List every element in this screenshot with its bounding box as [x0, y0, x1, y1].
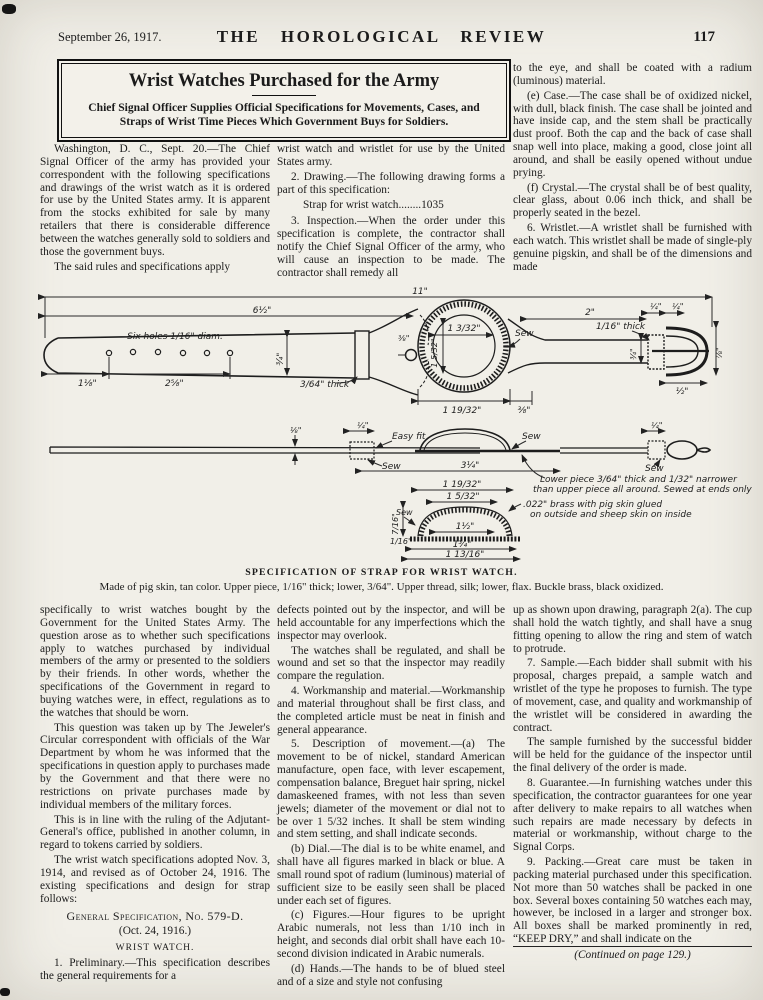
note-lower-piece-2: than upper piece all around. Sewed at ends only [533, 485, 752, 495]
bottom-left-column [40, 604, 270, 983]
page-number: 117 [693, 29, 715, 45]
paragraph: The watches shall be regulated, and shall be wound and set so that the inspector may readily compare the regulation. [277, 644, 505, 683]
side-view [50, 421, 752, 520]
paragraph: 4. Workmanship and material.—Workmanship and material throughout shall be first class, and the completed article must be neat in finish and general appearance. [277, 685, 505, 736]
paragraph: The wrist watch specifications adopted Nov. 3, 1914, and revised as of October 24, 1916. The existing specifications and design for strap follows: [40, 854, 270, 905]
top-middle-column [277, 143, 505, 279]
dim-side-thickness: ⅛" [290, 426, 302, 435]
label-easy-fit: Easy fit [392, 432, 426, 442]
article-subtitle: Chief Signal Officer Supplies Official Specifications for Movements, Cases, and Straps of Wrist Time Pieces Which Government Buys for Soldiers. [88, 101, 480, 128]
masthead-title: THE HOROLOGICAL REVIEW [216, 27, 547, 46]
top-left-column [40, 143, 270, 273]
paragraph: 6. Wristlet.—A wristlet shall be furnished with each watch. This wristlet shall be made of single-ply genuine pigskin, and shall be of the dimensions and made [513, 222, 752, 273]
dim-dial-opening: 1 3/32" [447, 324, 481, 334]
top-right-column [513, 62, 752, 274]
continued-notice: (Continued on page 129.) [513, 946, 752, 962]
paragraph: This is in line with the ruling of the Adjutant-General's office, published in another column, in regard to tokens carried by soldiers. [40, 813, 270, 852]
side-keeper-left [350, 442, 374, 459]
paragraph: (d) Hands.—The hands to be of blued steel and of a size and style not confusing [277, 962, 505, 988]
bottom-middle-column [277, 604, 505, 988]
label-upper-thick: 1/16" thick [596, 322, 646, 332]
paragraph: wrist watch and wristlet for use by the United States army. [277, 143, 505, 168]
dim-buckle-height: ⅞" [715, 347, 724, 359]
dim-quarter-a: ¼" [650, 302, 662, 311]
strap-holes [106, 349, 232, 355]
paragraph: to the eye, and shall be coated with a radium (luminous) material. [513, 62, 752, 87]
dim-hole-span: 2⅝" [165, 379, 184, 389]
cs-height: 7/16" [391, 513, 400, 535]
label-six-holes: Six holes 1/16" diam. [127, 332, 223, 342]
label-keeper-thick: 3/64" thick [300, 380, 350, 390]
paragraph: 1. Preliminary.—This specification describes the general requirements for a [40, 956, 270, 982]
paragraph: (b) Dial.—The dial is to be white enamel, and shall have all figures marked in black or blue. A small round spot of radium (luminous) material of sufficient size to be easily seen shall be placed under each set of figures. [277, 843, 505, 907]
dim-side-keeper: ¼" [357, 421, 369, 430]
dim-cup-diameter: 1 5/32" [430, 338, 439, 368]
paragraph: defects pointed out by the inspector, and will be held accountable for any imperfections which the inspector may overlook. [277, 604, 505, 642]
dim-side-keeper-2: ¼" [651, 421, 663, 430]
issue-date: September 26, 1917. [58, 30, 162, 44]
cs-dim-5: 1 13/16" [445, 550, 485, 560]
paragraph: 3. Inspection.—When the order under this specification is complete, the contractor shall notify the Chief Signal Officer of the army, who will cause an inspection to be made. The contractor shall remedy all [277, 215, 505, 279]
watch-stem-ring [406, 350, 417, 361]
dim-quarter-b: ¼" [672, 302, 684, 311]
paragraph: (c) Figures.—Hour figures to be upright Arabic numerals, not less than 1/10 inch in height, and seconds dial orbit shall have each 10-second division indicated in Arabic numerals. [277, 909, 505, 960]
side-keeper-right [648, 441, 665, 459]
paragraph: Washington, D. C., Sept. 20.—The Chief Signal Officer of the army has provided your correspondent with the following specifications and drawings of the wrist watch as it is ordered for use by the United States army. It is apparent from the stocks exhibited for sale by many retailers that there is considerable difference between the watches generally sold to soldiers and those the government buys. [40, 143, 270, 258]
keeper-left [355, 331, 369, 379]
label-sew-3: Sew [645, 464, 664, 474]
scan-artifact [0, 988, 10, 996]
cross-section-view [390, 480, 520, 560]
label-sew-cup: Sew [515, 329, 534, 339]
note-brass-1: .022" brass with pig skin glued [523, 500, 663, 510]
paragraph: 5. Description of movement.—(a) The movement to be of nickel, standard American manufacture, open face, with lever escapement, compensation balance, Breguet hair spring, nickel damaskeened frames, with not less than seven jewels; diameter of the movement or dial not to be over 1 5/32 inches. It shall be stem winding and stem setting, and shall indicate seconds. [277, 738, 505, 841]
dim-width-right: ¾" [629, 348, 638, 360]
headline-box [57, 59, 511, 142]
watch-pocket-hump [420, 429, 510, 450]
dim-total-length: 11" [412, 287, 428, 297]
paragraph: The said rules and specifications apply [54, 260, 231, 273]
paragraph: 9. Packing.—Great care must be taken in packing material purchased under this specification. Not more than 50 watches shall be packed in one box. Several boxes containing 50 watches each may, however, be inclosed in a larger and stronger box. All boxes shall be marked prominently in red, “KEEP DRY,” and shall indicate on the [513, 856, 752, 946]
bottom-right-column [513, 604, 752, 962]
drawing-caption-detail: Made of pig skin, tan color. Upper piece, 1/16" thick; lower, 3/64". Upper thread, silk; lower, flax. Buckle brass, black oxidized. [99, 581, 664, 593]
plan-view [44, 287, 724, 416]
spec-subheading: WRIST WATCH. [115, 943, 195, 954]
dim-strap-length: 6½" [252, 306, 272, 316]
paragraph: specifically to wrist watches bought by the Government for the United States Army. The question arose as to whether such specifications apply to watches purchased by individual members of the army or presented to the soldiers by their friends. In other words, whether the specifications of the Government in regard to buying watches were, in effect, regulations as to the watches that should be worn. [40, 604, 270, 719]
dim-tip-to-hole: 1⅛" [78, 379, 97, 389]
cs-base-thick: 1/16" [390, 537, 412, 546]
paragraph: 8. Guarantee.—In furnishing watches under this specification, the contractor guarantees for one year after delivery to make repairs to all watches when such repairs are made necessary by defects in material or workmanship, without charge to the Signal Corps. [513, 776, 752, 854]
drawing-caption-title: SPECIFICATION OF STRAP FOR WRIST WATCH. [245, 567, 518, 578]
cs-dim-1: 1 19/32" [442, 480, 482, 490]
dim-gap-left: ⅜" [398, 334, 410, 343]
paragraph: The sample furnished by the successful bidder will be held for the guidance of the inspector until the final delivery of the order is made. [513, 736, 752, 775]
title-rule [252, 95, 316, 96]
cs-dim-2: 1 5/32" [446, 492, 480, 502]
cs-dim-3: 1½" [455, 522, 475, 532]
label-sew-2: Sew [522, 432, 541, 442]
spec-date: (Oct. 24, 1916.) [118, 925, 192, 938]
label-sew-1: Sew [382, 462, 401, 472]
scan-artifact [2, 4, 16, 14]
strap-technical-drawing [0, 283, 763, 563]
side-buckle [667, 441, 697, 459]
spec-heading: General Specification, No. 579-D. [66, 909, 244, 924]
headline-box-inner [61, 63, 507, 138]
dim-strap-width: ¾" [276, 352, 286, 366]
article-title: Wrist Watches Purchased for the Army [128, 71, 440, 91]
note-brass-2: on outside and sheep skin on inside [530, 510, 692, 520]
paragraph: (e) Case.—The case shall be of oxidized nickel, with dull, black finish. The case shall be jointed and have inside cap, and the stem shall be practically dust proof. Both the cap and the back of case shall snap well into place, making a good, close joint all around, and shall be easily opened without undue prying. [513, 89, 752, 179]
dim-pocket-length: 3¼" [460, 461, 480, 471]
paragraph: (f) Crystal.—The crystal shall be of best quality, clear glass, about 0.06 inch thick, and shall be properly seated in the bezel. [513, 181, 752, 220]
dim-buckle-width: ½" [675, 387, 689, 397]
cs-sew: Sew [396, 508, 413, 517]
paragraph: This question was taken up by The Jeweler's Circular correspondent with officials of the War Department by whom he was informed that the specifications in question apply to purchases made by the Government and that there were no restrictions on private purchases made by individual members of the military forces. [40, 721, 270, 811]
paragraph: 7. Sample.—Each bidder shall submit with his proposal, charges prepaid, a sample watch and wristlet of the type he proposes to furnish. The type of movement, case, and quality and workmanship of the wristlet will be considered in awarding the contract. [513, 657, 752, 734]
cs-dim-4: 1¾" [452, 540, 472, 550]
paragraph: up as shown upon drawing, paragraph 2(a). The cup shall hold the watch tightly, and shall have a snug fitting opening to allow the ring and stem of watch to protrude. [513, 604, 752, 655]
note-lower-piece-1: Lower piece 3/64" thick and 1/32" narrower [540, 475, 737, 485]
paragraph: 2. Drawing.—The following drawing forms a part of this specification: [277, 170, 505, 196]
dim-gap-right: ⅜" [517, 406, 531, 416]
drawing-reference-line: Strap for wrist watch........1035 [303, 199, 444, 212]
dim-short-strap: 2" [585, 308, 595, 318]
dim-cup-outer-width: 1 19/32" [442, 406, 482, 416]
